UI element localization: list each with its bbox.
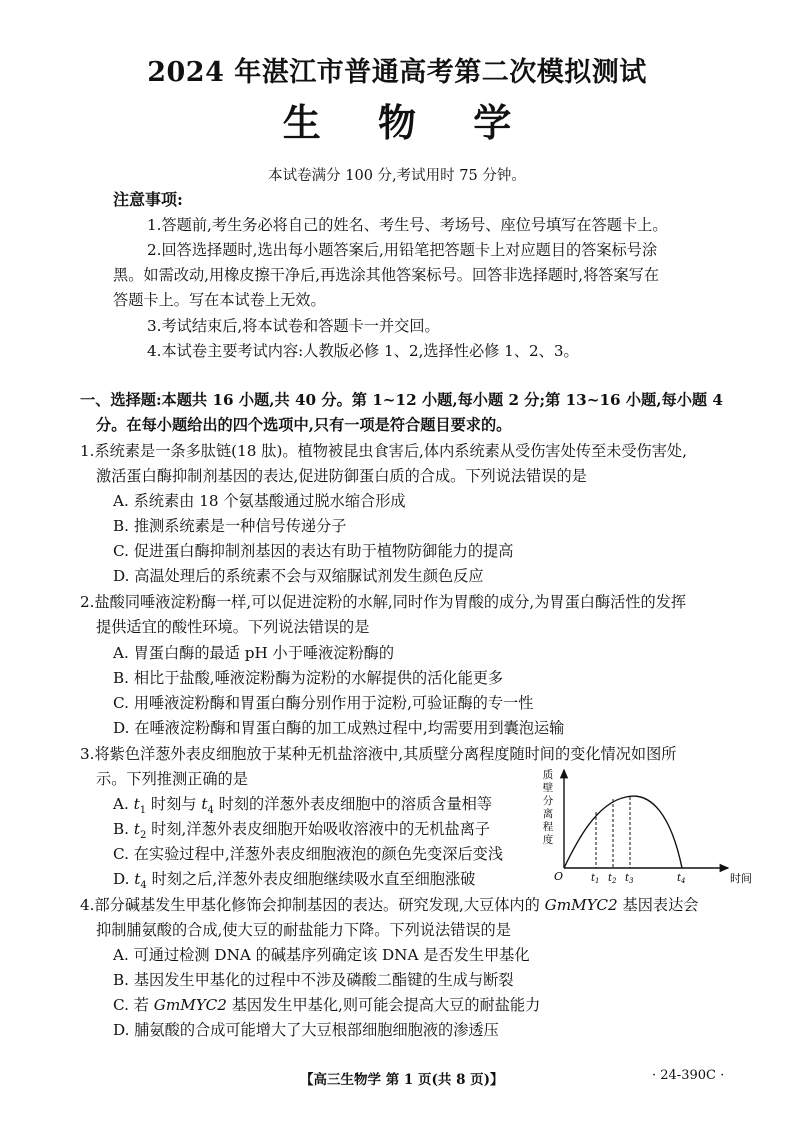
notes-line-4: 4.本试卷主要考试内容:人教版必修 1、2,选择性必修 1、2、3。 — [147, 342, 579, 360]
t4-sub: 4 — [207, 805, 214, 817]
q3-plasmolysis-graph — [536, 765, 768, 887]
t4-sub-d: 4 — [140, 880, 147, 892]
q1-option-a: A. 系统素由 18 个氨基酸通过脱水缩合形成 — [113, 492, 406, 510]
q4-option-c — [113, 993, 540, 1017]
section-heading-2: 分。在每小题给出的四个选项中,只有一项是符合题目要求的。 — [96, 416, 512, 434]
q1-option-b: B. 推测系统素是一种信号传递分子 — [113, 517, 347, 535]
t1-var: t — [133, 795, 140, 813]
notes-line-3: 3.考试结束后,将本试卷和答题卡一并交回。 — [147, 317, 440, 335]
q2-stem-2: 提供适宜的酸性环境。下列说法错误的是 — [96, 618, 370, 636]
q4-stem-2: 抑制脯氨酸的合成,使大豆的耐盐能力下降。下列说法错误的是 — [96, 921, 511, 939]
q4-stem-1 — [80, 893, 699, 917]
q2-option-b: B. 相比于盐酸,唾液淀粉酶为淀粉的水解提供的活化能更多 — [113, 669, 504, 687]
q3-option-b-suffix: 时刻,洋葱外表皮细胞开始吸收溶液中的无机盐离子 — [146, 820, 491, 838]
origin-label: O — [554, 870, 564, 883]
gene-name: GmMYC2 — [544, 896, 618, 914]
q3-stem-1: 3.将紫色洋葱外表皮细胞放于某种无机盐溶液中,其质壁分离程度随时间的变化情况如图所 — [80, 745, 677, 763]
q4-option-a: A. 可通过检测 DNA 的碱基序列确定该 DNA 是否发生甲基化 — [113, 946, 530, 964]
q3-option-d-prefix: D. — [113, 870, 135, 888]
q1-stem-2: 激活蛋白酶抑制剂基因的表达,促进防御蛋白质的合成。下列说法错误的是 — [96, 467, 587, 485]
x-axis-label: 时间 — [730, 872, 752, 885]
q4-option-c-prefix: C. 若 — [113, 996, 154, 1014]
q2-option-d: D. 在唾液淀粉酶和胃蛋白酶的加工成熟过程中,均需要用到囊泡运输 — [113, 719, 565, 737]
footer-code: · 24-390C · — [652, 1068, 725, 1083]
section-heading-1: 一、选择题:本题共 16 小题,共 40 分。第 1~12 小题,每小题 2 分;第 13~16 小题,每小题 4 — [80, 391, 723, 409]
t2-var: t — [133, 820, 140, 838]
y-label-char: 度 — [542, 834, 554, 846]
q3-option-b-prefix: B. — [113, 820, 134, 838]
tick-label-t2: $t_2$ — [608, 873, 617, 885]
q4-option-c-suffix: 基因发生甲基化,则可能会提高大豆的耐盐能力 — [226, 996, 541, 1014]
notes-line-2b: 黑。如需改动,用橡皮擦干净后,再选涂其他答案标号。回答非选择题时,将答案写在 — [113, 266, 660, 284]
y-label-char: 壁 — [542, 782, 554, 794]
q3-option-a-prefix: A. — [113, 795, 134, 813]
q3-option-d-suffix: 时刻之后,洋葱外表皮细胞继续吸水直至细胞涨破 — [146, 870, 476, 888]
q1-option-c: C. 促进蛋白酶抑制剂基因的表达有助于植物防御能力的提高 — [113, 542, 514, 560]
y-axis-label — [543, 768, 554, 846]
t1-sub: 1 — [139, 805, 147, 817]
notes-line-2c: 答题卡上。写在本试卷上无效。 — [113, 291, 326, 309]
footer-page-info: 【高三生物学 第 1 页(共 8 页)】 — [300, 1072, 504, 1088]
y-label-char: 分 — [542, 795, 554, 807]
t4-var: t — [201, 795, 208, 813]
q3-option-c: C. 在实验过程中,洋葱外表皮细胞液泡的颜色先变深后变浅 — [113, 845, 504, 863]
tick-label-t3: $t_3$ — [625, 873, 634, 885]
q3-option-a-mid: 时刻与 — [146, 795, 202, 813]
gene-name-c: GmMYC2 — [153, 996, 227, 1014]
tick-label-t1: $t_1$ — [591, 873, 600, 885]
y-label-char: 离 — [542, 808, 554, 820]
notes-line-1: 1.答题前,考生务必将自己的姓名、考生号、考场号、座位号填写在答题卡上。 — [147, 216, 668, 234]
q3-option-a-suffix: 时刻的洋葱外表皮细胞中的溶质含量相等 — [213, 795, 493, 813]
q2-stem-1: 2.盐酸同唾液淀粉酶一样,可以促进淀粉的水解,同时作为胃酸的成分,为胃蛋白酶活性的发挥 — [80, 593, 687, 611]
notes-heading: 注意事项: — [113, 190, 183, 209]
notes-line-2a: 2.回答选择题时,选出每小题答案后,用铅笔把答题卡上对应题目的答案标号涂 — [147, 241, 658, 259]
plasmolysis-curve — [564, 796, 682, 868]
y-label-char: 质 — [542, 769, 554, 781]
tick-label-t4: $t_4$ — [677, 873, 686, 885]
exam-info: 本试卷满分 100 分,考试用时 75 分钟。 — [268, 168, 526, 184]
t2-sub: 2 — [139, 830, 147, 842]
exam-title: 2024 年湛江市普通高考第二次模拟测试 — [147, 57, 647, 88]
q1-option-d: D. 高温处理后的系统素不会与双缩脲试剂发生颜色反应 — [113, 567, 484, 585]
subject-title: 生 物 学 — [282, 100, 534, 145]
q4-stem-1-prefix: 4.部分碱基发生甲基化修饰会抑制基因的表达。研究发现,大豆体内的 — [80, 896, 545, 914]
q1-stem-1: 1.系统素是一条多肽链(18 肽)。植物被昆虫食害后,体内系统素从受伤害处传至未受伤害处, — [80, 442, 687, 460]
t4-var-d: t — [134, 870, 141, 888]
q3-stem-2: 示。下列推测正确的是 — [96, 770, 248, 788]
q2-option-c: C. 用唾液淀粉酶和胃蛋白酶分别作用于淀粉,可验证酶的专一性 — [113, 694, 534, 712]
q4-option-b: B. 基因发生甲基化的过程中不涉及磷酸二酯键的生成与断裂 — [113, 971, 514, 989]
q4-stem-1-suffix: 基因表达会 — [617, 896, 699, 914]
y-label-char: 程 — [542, 821, 554, 833]
q4-option-d: D. 脯氨酸的合成可能增大了大豆根部细胞细胞液的渗透压 — [113, 1021, 499, 1039]
q2-option-a: A. 胃蛋白酶的最适 pH 小于唾液淀粉酶的 — [113, 644, 395, 662]
